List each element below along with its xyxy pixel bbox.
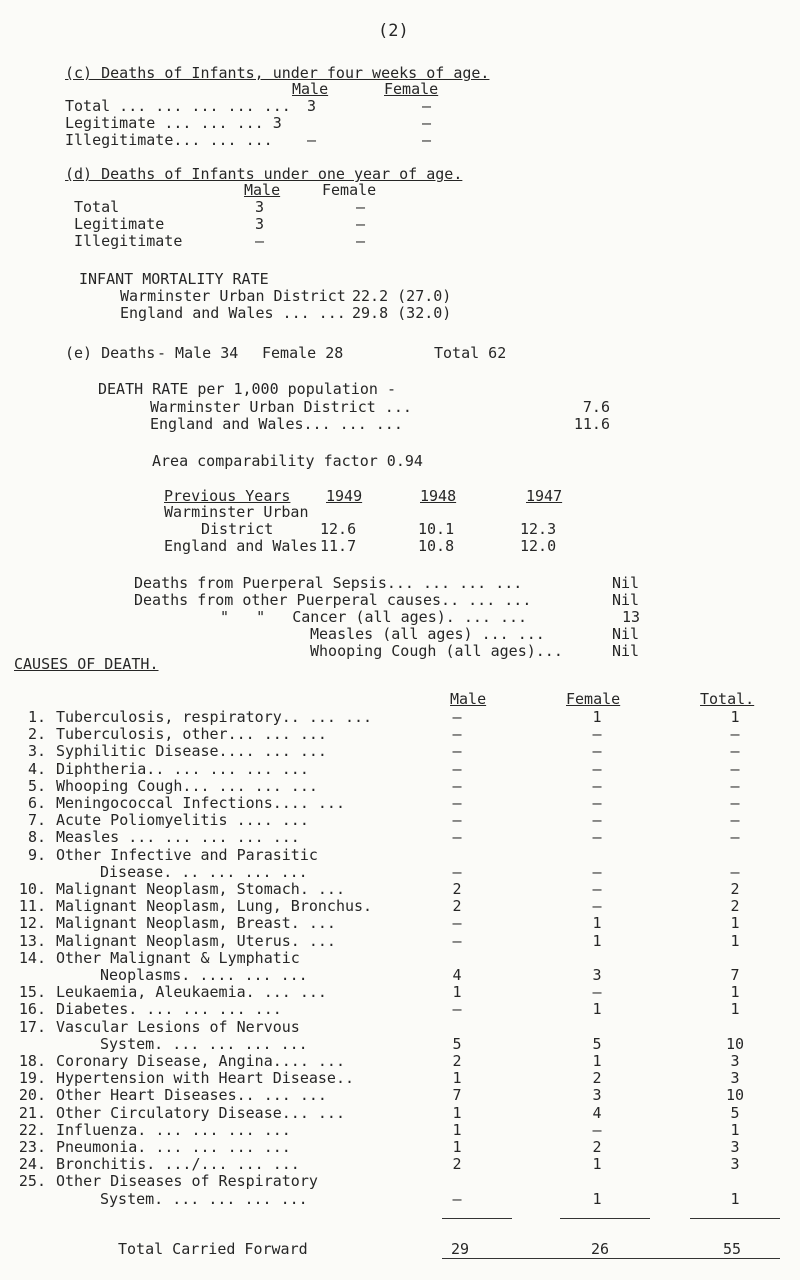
cause-total: — — [730, 828, 740, 846]
death-rate-england-label: England and Wales... ... ... — [150, 415, 403, 433]
cause-label-continued: System. ... ... ... ... — [100, 1035, 308, 1053]
cause-male: — — [452, 708, 462, 726]
section-c-row-total-male: 3 — [307, 97, 317, 115]
causes-male-header: Male — [450, 690, 487, 708]
section-e-total: Total 62 — [434, 344, 507, 362]
cause-number: 3. — [27, 742, 46, 760]
cause-female: — — [592, 794, 602, 812]
section-d-row-legit-female: — — [356, 215, 366, 233]
causes-of-death-heading: CAUSES OF DEATH. — [14, 655, 159, 673]
cause-total: — — [730, 725, 740, 743]
cause-female: — — [592, 725, 602, 743]
cause-female: — — [592, 880, 602, 898]
cause-total: 5 — [730, 1104, 740, 1122]
cause-total: 1 — [730, 1121, 740, 1139]
section-e-label: (e) Deaths — [65, 344, 156, 362]
cause-female: 1 — [592, 932, 602, 950]
cause-male: 1 — [452, 1069, 462, 1087]
cause-number: 2. — [27, 725, 46, 743]
cause-female: — — [592, 811, 602, 829]
cause-total: 3 — [730, 1138, 740, 1156]
area-comparability-factor: Area comparability factor 0.94 — [152, 452, 423, 470]
cause-total: — — [730, 760, 740, 778]
cause-female: 4 — [592, 1104, 602, 1122]
cause-number: 12. — [18, 914, 46, 932]
cause-label-continued: Disease. .. ... ... ... — [100, 863, 308, 881]
cause-total: 3 — [730, 1155, 740, 1173]
cause-female: 5 — [592, 1035, 602, 1053]
cause-female: — — [592, 983, 602, 1001]
cause-male: — — [452, 742, 462, 760]
causes-total-header: Total. — [700, 690, 755, 708]
death-rate-warminster-label: Warminster Urban District ... — [150, 398, 412, 416]
puerperal-other-label: Deaths from other Puerperal causes.. ... ... — [134, 591, 532, 609]
cause-male: 5 — [452, 1035, 462, 1053]
total-rule-male — [442, 1218, 512, 1219]
cause-female: 2 — [592, 1069, 602, 1087]
cause-label: Tuberculosis, respiratory.. ... ... — [56, 708, 373, 726]
cause-label: Other Infective and Parasitic — [56, 846, 318, 864]
cause-number: 11. — [18, 897, 46, 915]
previous-years-warminster-label1: Warminster Urban — [164, 503, 309, 521]
cause-male: 2 — [452, 1155, 462, 1173]
section-d-male-header: Male — [244, 181, 281, 199]
cause-number: 14. — [18, 949, 46, 967]
cause-label: Bronchitis. .../... ... ... — [56, 1155, 300, 1173]
section-c-row-total-label: Total ... ... ... ... ... — [65, 97, 291, 115]
cause-number: 4. — [27, 760, 46, 778]
cause-male: — — [452, 725, 462, 743]
cause-total: — — [730, 863, 740, 881]
infant-mortality-england-value: 29.8 (32.0) — [352, 304, 452, 322]
cause-male: 1 — [452, 983, 462, 1001]
cause-label: Tuberculosis, other... ... ... — [56, 725, 327, 743]
cause-male: 2 — [452, 880, 462, 898]
cause-label: Influenza. ... ... ... ... — [56, 1121, 291, 1139]
cause-male: — — [452, 777, 462, 795]
puerperal-sepsis-label: Deaths from Puerperal Sepsis... ... ... ... — [134, 574, 523, 592]
cause-number: 24. — [18, 1155, 46, 1173]
cause-female: — — [592, 777, 602, 795]
cause-male: — — [452, 828, 462, 846]
cause-female: 2 — [592, 1138, 602, 1156]
previous-years-year-1949: 1949 — [326, 487, 363, 505]
cause-label: Acute Poliomyelitis .... ... — [56, 811, 309, 829]
cause-total: 3 — [730, 1069, 740, 1087]
cause-number: 9. — [27, 846, 46, 864]
previous-years-england-1949: 11.7 — [320, 537, 357, 555]
section-d-row-total-female: — — [356, 198, 366, 216]
section-c-row-total-female: — — [422, 97, 432, 115]
total-carried-forward-male: 29 — [450, 1240, 470, 1258]
section-d-row-total-label: Total — [74, 198, 120, 216]
section-e-female: Female 28 — [262, 344, 344, 362]
cause-number: 10. — [18, 880, 46, 898]
cause-male: 1 — [452, 1121, 462, 1139]
death-rate-heading: DEATH RATE per 1,000 population - — [98, 380, 397, 398]
previous-years-year-1948: 1948 — [420, 487, 457, 505]
cause-total: 1 — [730, 1190, 740, 1208]
cause-number: 20. — [18, 1086, 46, 1104]
previous-years-warminster-1949: 12.6 — [320, 520, 357, 538]
infant-mortality-warminster-value: 22.2 (27.0) — [352, 287, 452, 305]
cause-total: 1 — [730, 983, 740, 1001]
section-d-row-total-male: 3 — [255, 198, 265, 216]
section-d-row-legit-label: Legitimate — [74, 215, 165, 233]
cause-number: 7. — [27, 811, 46, 829]
total-carried-forward-label: Total Carried Forward — [118, 1240, 308, 1258]
causes-female-header: Female — [566, 690, 621, 708]
cause-male: 1 — [452, 1138, 462, 1156]
cause-number: 22. — [18, 1121, 46, 1139]
infant-mortality-warminster-label: Warminster Urban District — [120, 287, 346, 305]
cause-total: — — [730, 811, 740, 829]
cause-label: Leukaemia, Aleukaemia. ... ... — [56, 983, 327, 1001]
measles-deaths-label: Measles (all ages) ... ... — [310, 625, 545, 643]
cause-label: Measles ... ... ... ... ... — [56, 828, 300, 846]
cause-total: — — [730, 794, 740, 812]
cause-label: Hypertension with Heart Disease.. — [56, 1069, 355, 1087]
cause-label: Malignant Neoplasm, Lung, Bronchus. — [56, 897, 373, 915]
cause-number: 1. — [27, 708, 46, 726]
cause-female: — — [592, 828, 602, 846]
cause-male: — — [452, 914, 462, 932]
previous-years-year-1947: 1947 — [526, 487, 563, 505]
cause-male: 1 — [452, 1104, 462, 1122]
cause-female: 1 — [592, 1000, 602, 1018]
cause-total: 1 — [730, 932, 740, 950]
previous-years-england-1947: 12.0 — [520, 537, 557, 555]
cause-label: Diabetes. ... ... ... ... — [56, 1000, 282, 1018]
cause-number: 5. — [27, 777, 46, 795]
cancer-deaths-value: 13 — [622, 608, 641, 626]
cause-number: 6. — [27, 794, 46, 812]
cause-number: 16. — [18, 1000, 46, 1018]
cause-female: — — [592, 742, 602, 760]
cause-female: — — [592, 760, 602, 778]
cause-total: — — [730, 777, 740, 795]
cause-label-continued: Neoplasms. .... ... ... — [100, 966, 308, 984]
section-d-heading: (d) Deaths of Infants under one year of age. — [65, 165, 463, 183]
cause-total: 10 — [725, 1035, 745, 1053]
cause-label: Malignant Neoplasm, Breast. ... — [56, 914, 336, 932]
previous-years-heading: Previous Years — [164, 487, 291, 505]
whooping-cough-deaths-value: Nil — [612, 642, 640, 660]
cause-number: 19. — [18, 1069, 46, 1087]
whooping-cough-deaths-label: Whooping Cough (all ages)... — [310, 642, 563, 660]
cause-number: 15. — [18, 983, 46, 1001]
cause-number: 23. — [18, 1138, 46, 1156]
total-underline — [442, 1258, 780, 1259]
cause-total: — — [730, 742, 740, 760]
previous-years-england-label: England and Wales — [164, 537, 318, 555]
cause-male: 2 — [452, 897, 462, 915]
cause-total: 2 — [730, 897, 740, 915]
cause-female: — — [592, 1121, 602, 1139]
cause-label: Other Malignant & Lymphatic — [56, 949, 300, 967]
section-c-row-legit-label: Legitimate ... ... ... 3 — [65, 114, 282, 132]
cause-total: 2 — [730, 880, 740, 898]
section-c-row-illegit-label: Illegitimate... ... ... — [65, 131, 273, 149]
section-d-row-illegit-label: Illegitimate — [74, 232, 183, 250]
section-c-male-header: Male — [292, 80, 329, 98]
cause-male: — — [452, 863, 462, 881]
cause-label: Syphilitic Disease.... ... ... — [56, 742, 327, 760]
cause-male: 2 — [452, 1052, 462, 1070]
section-d-row-legit-male: 3 — [255, 215, 265, 233]
section-d-female-header: Female — [322, 181, 377, 199]
cause-male: 4 — [452, 966, 462, 984]
cause-male: — — [452, 794, 462, 812]
section-d-row-illegit-male: — — [255, 232, 265, 250]
cause-number: 8. — [27, 828, 46, 846]
cause-male: — — [452, 1190, 462, 1208]
cause-male: 7 — [452, 1086, 462, 1104]
section-e-male: - Male 34 — [157, 344, 239, 362]
cause-label: Malignant Neoplasm, Stomach. ... — [56, 880, 345, 898]
cause-label: Other Heart Diseases.. ... ... — [56, 1086, 327, 1104]
section-c-row-illegit-female: — — [422, 131, 432, 149]
cause-total: 10 — [725, 1086, 745, 1104]
cause-male: — — [452, 1000, 462, 1018]
cause-number: 18. — [18, 1052, 46, 1070]
cause-male: — — [452, 760, 462, 778]
cause-number: 25. — [18, 1172, 46, 1190]
cancer-deaths-label: " " Cancer (all ages). ... ... — [220, 608, 528, 626]
cause-number: 13. — [18, 932, 46, 950]
previous-years-warminster-1947: 12.3 — [520, 520, 557, 538]
total-rule-female — [560, 1218, 650, 1219]
cause-total: 1 — [730, 914, 740, 932]
cause-total: 7 — [730, 966, 740, 984]
previous-years-england-1948: 10.8 — [418, 537, 455, 555]
cause-female: 1 — [592, 1190, 602, 1208]
puerperal-sepsis-value: Nil — [612, 574, 640, 592]
cause-total: 3 — [730, 1052, 740, 1070]
previous-years-warminster-label2: District — [201, 520, 274, 538]
cause-label: Whooping Cough... ... ... ... — [56, 777, 318, 795]
cause-total: 1 — [730, 708, 740, 726]
section-d-row-illegit-female: — — [356, 232, 366, 250]
cause-female: 3 — [592, 1086, 602, 1104]
page-number: (2) — [378, 21, 409, 41]
measles-deaths-value: Nil — [612, 625, 640, 643]
cause-label: Other Circulatory Disease... ... — [56, 1104, 345, 1122]
infant-mortality-england-label: England and Wales ... ... — [120, 304, 346, 322]
total-carried-forward-total: 55 — [722, 1240, 742, 1258]
cause-female: 1 — [592, 914, 602, 932]
section-c-row-legit-female: — — [422, 114, 432, 132]
death-rate-england-value: 11.6 — [573, 415, 610, 433]
puerperal-other-value: Nil — [612, 591, 640, 609]
cause-female: 1 — [592, 708, 602, 726]
section-c-row-illegit-male: — — [307, 131, 317, 149]
previous-years-warminster-1948: 10.1 — [418, 520, 455, 538]
cause-label: Coronary Disease, Angina.... ... — [56, 1052, 345, 1070]
cause-female: 3 — [592, 966, 602, 984]
section-c-heading: (c) Deaths of Infants, under four weeks of age. — [65, 64, 490, 82]
cause-total: 1 — [730, 1000, 740, 1018]
cause-female: 1 — [592, 1155, 602, 1173]
cause-label: Other Diseases of Respiratory — [56, 1172, 318, 1190]
cause-label: Vascular Lesions of Nervous — [56, 1018, 300, 1036]
cause-label: Pneumonia. ... ... ... ... — [56, 1138, 291, 1156]
cause-label: Meningococcal Infections.... ... — [56, 794, 345, 812]
cause-female: — — [592, 863, 602, 881]
cause-label-continued: System. ... ... ... ... — [100, 1190, 308, 1208]
cause-female: — — [592, 897, 602, 915]
cause-number: 17. — [18, 1018, 46, 1036]
cause-male: — — [452, 932, 462, 950]
infant-mortality-heading: INFANT MORTALITY RATE — [79, 270, 269, 288]
cause-label: Malignant Neoplasm, Uterus. ... — [56, 932, 336, 950]
total-carried-forward-female: 26 — [590, 1240, 610, 1258]
death-rate-warminster-value: 7.6 — [582, 398, 610, 416]
total-rule-total — [690, 1218, 780, 1219]
cause-number: 21. — [18, 1104, 46, 1122]
cause-female: 1 — [592, 1052, 602, 1070]
cause-male: — — [452, 811, 462, 829]
section-c-female-header: Female — [384, 80, 439, 98]
cause-label: Diphtheria.. ... ... ... ... — [56, 760, 309, 778]
